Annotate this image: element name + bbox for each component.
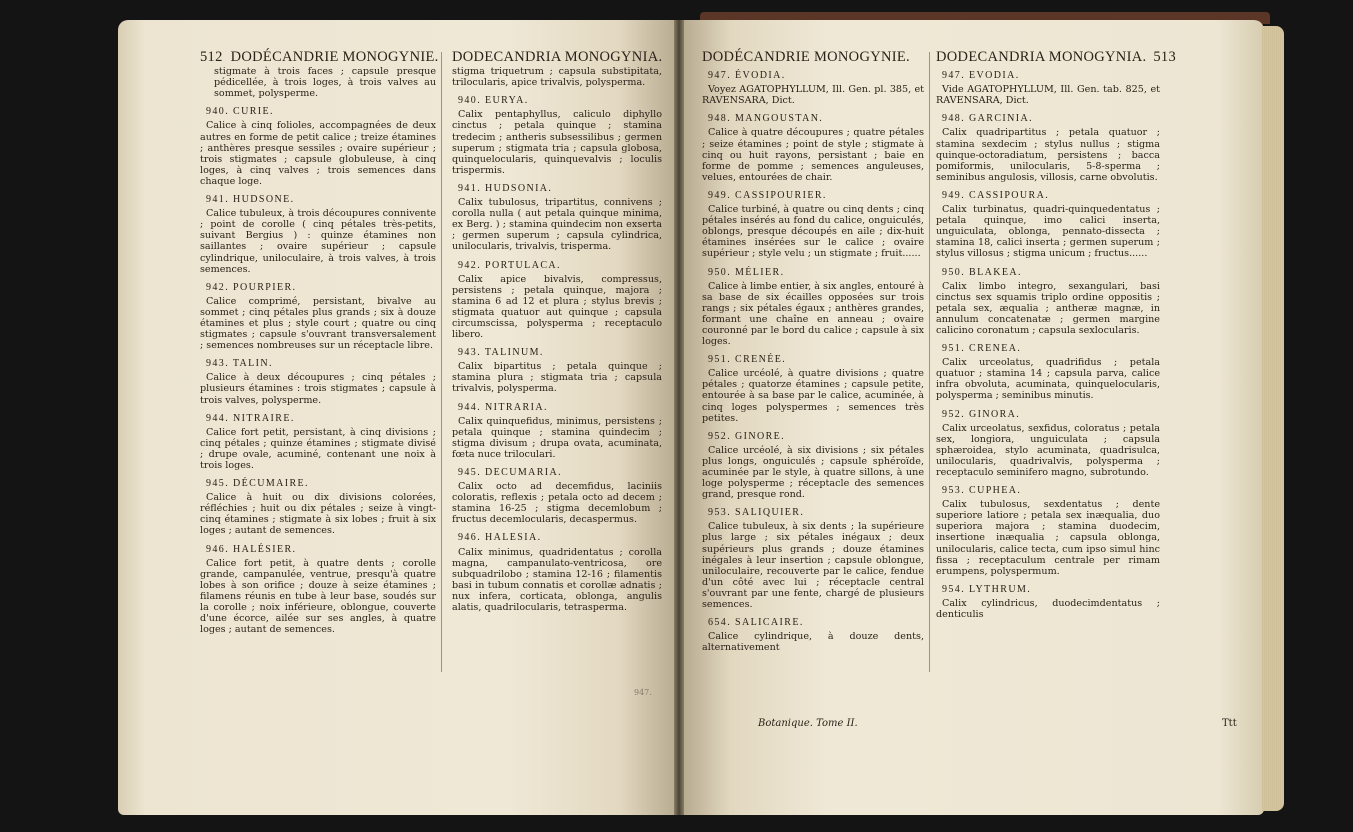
entry-description: Calice à limbe entier, à six angles, entouré à sa base de six écailles opposées sur trois rangs ; six pétales égaux ; anthères grandes, formant une chaîne en anneau ; ovaire couronné par le bord du calice ; capsule à six loges. bbox=[702, 280, 924, 348]
entry-description: Calix quadripartitus ; petala quatuor ; stamina sexdecim ; stylus nullus ; stigma quinque-octoradiatum, persistens ; bacca pomiformis, unilocularis, 5-8-sperma ; seminibus angulosis, villosis, carne obvolutis. bbox=[936, 127, 1160, 183]
entry-title: 941. HUDSONIA. bbox=[458, 182, 553, 194]
entry-description: Calice tubuleux, à six dents ; la supérieure plus large ; six pétales inégaux ; deux supérieurs plus grands ; douze étamines inégales à leur insertion ; capsule oblongue, uniloculaire, recouverte par le calice, fendue d'un côté avec lui ; réceptacle central s'ouvrant par une fente, chargé de plusieurs semences. bbox=[702, 521, 924, 611]
entry-description: Calix tubulosus, sexdentatus ; dente superiore latiore ; petala sex inæqualia, duo superiora majora ; stamina duodecim, insertione inæqualia ; capsula oblonga, unilocularis, calice tecta, cum ipso simul hinc fissa ; receptaculum centrale per rimam erumpens, polyspermum. bbox=[936, 499, 1160, 577]
entry-list bbox=[452, 95, 662, 613]
entry-list bbox=[200, 106, 436, 635]
entry-title: 944. NITRARIA. bbox=[458, 401, 548, 413]
entry-description: Calice fort petit, à quatre dents ; corolle grande, campanulée, ventrue, presqu'à quatre lobes à son orifice ; douze à seize étamines ; filamens réunis en tube à leur base, soudés sur la corolle ; noix inférieure, oblongue, couverte d'une écorce, ailée sur ses angles, à quatre loges ; autant de semences. bbox=[200, 557, 436, 636]
entry-title: 943. TALIN. bbox=[206, 358, 273, 370]
entry-title: 953. CUPHEA. bbox=[942, 485, 1022, 497]
entry-description: Calice fort petit, persistant, à cinq divisions ; cinq pétales ; quinze étamines ; stigmate divisé ; drupe ovale, acuminé, contenant une noix à trois loges. bbox=[200, 426, 436, 471]
entry-list bbox=[702, 70, 924, 653]
entry-title: 942. POURPIER. bbox=[206, 281, 297, 293]
entry-description: Calice urcéolé, à six divisions ; six pétales plus longs, onguiculés ; capsule sphéroïde, acuminée par le style, à quatre sillons, à une loge polysperme ; réceptacle des semences grand, presque rond. bbox=[702, 444, 924, 501]
entry-description: Calix quinquefidus, minimus, persistens ; petala quinque ; stamina quindecim ; stigma divisum ; drupa ovata, acuminata, fœta nuce triloculari. bbox=[452, 415, 662, 460]
entry-title: 950. BLAKEA. bbox=[942, 266, 1022, 278]
entry-description: Voyez AGATOPHYLLUM, Ill. Gen. pl. 385, et RAVENSARA, Dict. bbox=[702, 84, 924, 107]
entry-description: Calice urcéolé, à quatre divisions ; quatre pétales ; quatorze étamines ; capsule petite, entourée à sa base par le calice, acuminée, à cinq loges polyspermes ; semences très petites. bbox=[702, 368, 924, 424]
entry-title: 951. CRENEA. bbox=[942, 343, 1022, 355]
entry-title: 948. GARCINIA. bbox=[942, 113, 1033, 125]
entry-description: Calix octo ad decemfidus, laciniis coloratis, reflexis ; petala octo ad decem ; stamina 16-25 ; stigma decemlobum ; fructus decemlocularis, decaspermus. bbox=[452, 481, 662, 526]
entry-title: 940. EURYA. bbox=[458, 95, 529, 107]
entry-description: Calix turbinatus, quadri-quinquedentatus ; petala quinque, imo calici inserta, unguiculata, oblonga, pennato-dissecta ; stamina 18, calici inserta ; germen superum ; stylus villosus ; stigma unicum ; fructus...... bbox=[936, 204, 1160, 260]
header-title: DODECANDRIA MONOGYNIA. bbox=[936, 49, 1147, 65]
entry-title: 949. CASSIPOURIER. bbox=[708, 189, 827, 201]
entry-title: 952. GINORE. bbox=[708, 430, 786, 442]
entry-description: Calice à quatre découpures ; quatre pétales ; seize étamines ; point de style ; stigmate à cinq ou huit rayons, persistant ; baie en forme de pomme ; semences anguleuses, velues, entourées de chair. bbox=[702, 127, 924, 183]
page-edges bbox=[1262, 26, 1284, 811]
entry-title: 947. ÉVODIA. bbox=[708, 70, 786, 82]
running-header bbox=[702, 49, 924, 65]
entry-title: 945. DÉCUMAIRE. bbox=[206, 478, 309, 490]
entry-description: Calice cylindrique, à douze dents, alternativement bbox=[702, 631, 924, 654]
book-gutter bbox=[674, 20, 684, 815]
entry-title: 943. TALINUM. bbox=[458, 347, 544, 359]
continued-text: stigma triquetrum ; capsula substipitata, trilocularis, apice trivalvis, polysperma. bbox=[452, 66, 662, 89]
entry-description: Calice à deux découpures ; cinq pétales ; plusieurs étamines : trois stigmates ; capsule à trois valves, polysperme. bbox=[200, 372, 436, 406]
entry-description: Calix urceolatus, quadrifidus ; petala quatuor ; stamina 14 ; capsula parva, calice infra obvoluta, acuminata, quinquelocularis, polysperma ; seminibus minutis. bbox=[936, 357, 1160, 402]
entry-title: 946. HALÉSIER. bbox=[206, 543, 297, 555]
running-header bbox=[452, 49, 663, 65]
entry-description: Calix limbo integro, sexangulari, basi cinctus sex squamis triplo ordine oppositis ; petala sex, æqualia ; antheræ magnæ, in annulum concatenatæ ; germen margine calicino coronatum ; capsula sexlocularis. bbox=[936, 280, 1160, 336]
left-latin-column bbox=[452, 49, 663, 615]
entry-description: Calice à cinq folioles, accompagnées de deux autres en forme de petit calice ; treize étamines ; anthères presque sessiles ; ovaire supérieur ; trois stigmates ; capsule globuleuse, à cinq loges, à cinq valves ; trois semences dans chaque loge. bbox=[200, 120, 436, 187]
entry-title: 654. SALICAIRE. bbox=[708, 617, 804, 629]
running-header bbox=[936, 49, 1176, 65]
entry-list bbox=[936, 70, 1160, 620]
entry-title: 946. HALESIA. bbox=[458, 532, 542, 544]
entry-title: 944. NITRAIRE. bbox=[206, 412, 295, 424]
entry-title: 947. EVODIA. bbox=[942, 70, 1020, 82]
entry-title: 941. HUDSONE. bbox=[206, 194, 295, 206]
entry-description: Vide AGATOPHYLLUM, Ill. Gen. tab. 825, et RAVENSARA, Dict. bbox=[936, 84, 1160, 107]
entry-title: 942. PORTULACA. bbox=[458, 259, 561, 271]
entry-title: 945. DECUMARIA. bbox=[458, 467, 563, 478]
left-french-column bbox=[200, 49, 439, 637]
entry-title: 952. GINORA. bbox=[942, 408, 1021, 420]
column-divider bbox=[441, 52, 442, 672]
entry-title: 951. CRENÉE. bbox=[708, 354, 787, 366]
signature-mark: Ttt bbox=[1222, 718, 1237, 729]
right-latin-column bbox=[936, 49, 1176, 622]
entry-title: 950. MÉLIER. bbox=[708, 266, 785, 278]
entry-title: 948. MANGOUSTAN. bbox=[708, 113, 824, 125]
entry-title: 954. LYTHRUM. bbox=[942, 583, 1032, 595]
entry-title: 949. CASSIPOURA. bbox=[942, 189, 1050, 201]
entry-title: 953. SALIQUIER. bbox=[708, 507, 805, 519]
entry-title: 940. CURIE. bbox=[206, 106, 274, 118]
header-title: DODÉCANDRIE MONOGYNIE. bbox=[702, 49, 910, 65]
entry-description: Calix bipartitus ; petala quinque ; stamina plura ; stigmata tria ; capsula trivalvis, polysperma. bbox=[452, 361, 662, 395]
entry-description: Calix minimus, quadridentatus ; corolla magna, campanulato-ventricosa, ore subquadrilobo ; stamina 12-16 ; filamentis basi in tubum connatis et corollæ adnatis ; nux infera, corticata, oblonga, angulis alatis, quadrilocularis, tetrasperma. bbox=[452, 546, 662, 614]
page-footer: Botanique. Tome II. bbox=[758, 718, 858, 729]
entry-description: Calice tubuleux, à trois découpures connivente ; point de corolle ( cinq pétales très-petits, suivant Bergius ) : quinze étamines non saillantes ; ovaire supérieur ; capsule cylindrique, uniloculaire, à trois valves, à trois semences. bbox=[200, 208, 436, 275]
entry-description: Calix pentaphyllus, caliculo diphyllo cinctus ; petala quinque ; stamina tredecim ; antheris subsessilibus ; germen superum ; stigmata tria ; capsula globosa, quinquelocularis, quinquevalvis ; loculis trispermis. bbox=[452, 109, 662, 176]
running-header bbox=[200, 49, 439, 65]
header-title: DODÉCANDRIE MONOGYNIE. bbox=[230, 49, 439, 65]
continued-text: stigmate à trois faces ; capsule presque pédicellée, à trois loges, à trois valves au sommet, polysperme. bbox=[214, 66, 436, 100]
entry-description: Calice à huit ou dix divisions colorées, réfléchies ; huit ou dix pétales ; seize à vingt-cinq étamines ; stigmate à six lobes ; fruit à six loges ; autant de semences. bbox=[200, 492, 436, 537]
entry-description: Calix cylindricus, duodecimdentatus ; denticulis bbox=[936, 597, 1160, 621]
page-number: 513 bbox=[1153, 49, 1176, 65]
entry-description: Calice comprimé, persistant, bivalve au sommet ; cinq pétales plus grands ; six à douze étamines et plus ; style court ; quatre ou cinq stigmates ; capsule s'ouvrant transversalement ; semences nombreuses sur un réceptacle libre. bbox=[200, 295, 436, 352]
pencil-annotation: 947. bbox=[634, 688, 652, 697]
column-divider bbox=[929, 52, 930, 672]
right-french-column bbox=[702, 49, 924, 655]
header-title: DODECANDRIA MONOGYNIA. bbox=[452, 49, 663, 65]
entry-description: Calice turbiné, à quatre ou cinq dents ; cinq pétales insérés au fond du calice, onguiculés, oblongs, presque découpés en aile ; dix-huit étamines insérées sur le calice ; ovaire supérieur ; style velu ; un stigmate ; fruit...... bbox=[702, 204, 924, 260]
entry-description: Calix tubulosus, tripartitus, connivens ; corolla nulla ( aut petala quinque minima, ex Berg. ) ; stamina quindecim non exserta ; germen superum ; capsula cylindrica, unilocularis, trivalvis, trisperma. bbox=[452, 197, 662, 253]
entry-description: Calix urceolatus, sexfidus, coloratus ; petala sex, longiora, unguiculata ; capsula sphæroidea, stylo acuminata, quadrisulca, unilocularis, quadrivalvis, polysperma ; receptaculo seminifero magno, subrotundo. bbox=[936, 422, 1160, 478]
entry-description: Calix apice bivalvis, compressus, persistens ; petala quinque, majora ; stamina 6 ad 12 et plura ; stylus brevis ; stigmata quatuor aut quinque ; capsula circumscissa, polysperma ; receptaculo libero. bbox=[452, 273, 662, 341]
page-number: 512 bbox=[200, 49, 223, 65]
